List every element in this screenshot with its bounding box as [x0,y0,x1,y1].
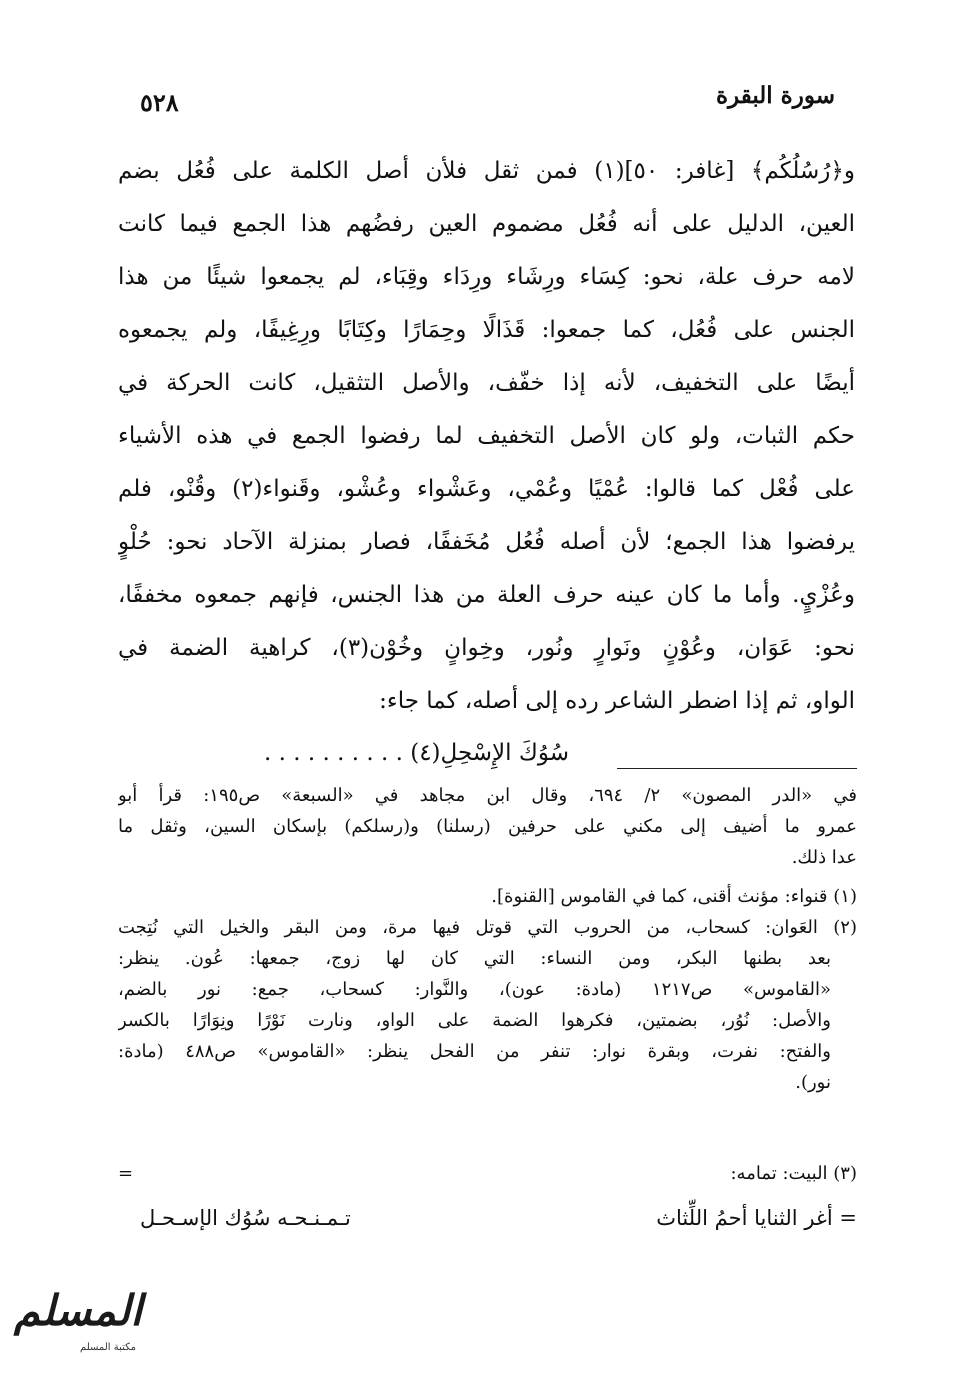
note-3 [118,1158,857,1190]
footnote-line: عدا ذلك. [791,847,857,868]
note-line: بعد بطنها البكر، ومن النساء: التي كان لها زوج، جمعها: عُون. ينظر: [118,948,831,969]
body-line: الجنس على فُعُل، كما جمعوا: قَذَالًا وحِمَارًا وكِتَابًا ورِغِيفًا، ولم يجمعوه [118,317,855,343]
note-number: (١) [833,886,857,907]
footnote-separator [617,768,857,769]
poem-hemistich-2: تـمـنـحـه سُوُك الإسـحـل [140,1206,351,1230]
body-line: العين، الدليل على أنه فُعُل مضموم العين رفضُهم هذا الجمع فيما كانت [118,211,855,237]
body-line: على فُعْل كما قالوا: عُمْيًا وعُمْي، وعَشْواء وعُشْو، وقَنواء(٢) وقُنْو، فلم [118,476,855,502]
verse-quote: سُوُكَ الإِسْحِلِ(٤) . . . . . . . . . . [263,740,569,766]
continuation-mark: = [118,1163,134,1184]
surah-title: سورة البقرة [715,82,835,109]
body-line: أيضًا على التخفيف، لأنه إذا خفّف، والأصل التثقيل، كانت الحركة في [118,370,855,396]
logo-calligraphy: المسلم [13,1286,142,1335]
spacer [118,873,857,881]
page-number: ٥٢٨ [140,88,179,117]
page-header [140,82,835,122]
body-line: وعُزْيٍ. وأما ما كان عينه حرف العلة من هذا الجنس، فإنهم جمعوه مخففًا، [118,582,855,608]
note-number: (٢) [833,917,857,938]
body-line: الواو، ثم إذا اضطر الشاعر رده إلى أصله، كما جاء: [379,688,855,714]
body-line: نحو: عَوَان، وعُوْنٍ ونَوارٍ ونُور، وخِوانٍ وخُوْن(٣)، كراهية الضمة في [118,635,855,661]
body-line: حكم الثبات، ولو كان الأصل التخفيف لما رفضوا الجمع في هذه الأشياء [118,423,855,449]
body-line: يرفضوا هذا الجمع؛ لأن أصله فُعُل مُخَففًا، فصار بمنزلة الآحاد نحو: حُلْوٍ [118,529,855,555]
body-line: و﴿رُسُلُكُم﴾ [غافر: ٥٠](١) فمن ثقل فلأن أصل الكلمة على فُعُل بضم [118,158,855,184]
footnote-line: في «الدر المصون» ٢/ ٦٩٤، وقال ابن مجاهد في «السبعة» ص١٩٥: قرأ أبو [118,785,857,806]
note-text: قنواء: مؤنث أقنى، كما في القاموس [القنوة]. [491,886,828,907]
library-logo [12,1286,142,1364]
main-text [118,145,855,778]
body-line: لامه حرف علة، نحو: كِسَاء ورِشَاء ورِدَاء وقِبَاء، لم يجمعوا شيئًا من هذا [118,264,855,290]
note-1 [118,881,857,912]
poem-hemistich-1: = أغر الثنايا أحمُ اللِّثاث [656,1206,857,1230]
note-3-text: (٣) البيت: تمامه: [730,1163,857,1184]
note-line: والفتح: نفرت، وبقرة نوار: تنفر من الفحل ينظر: «القاموس» ص٤٨٨ (مادة: [118,1041,831,1062]
note-line: والأصل: نُوُر، بضمتين، فكرهوا الضمة على الواو، ونارت نَوْرًا ونِوَارًا بالكسر [118,1010,831,1031]
note-text: العَوان: كسحاب، من الحروب التي قوتل فيها مرة، ومن البقر والخيل التي نُتِجت [118,917,818,938]
note-line: «القاموس» ص١٢١٧ (مادة: عون)، والنَّوار: كسحاب، جمع: نور بالضم، [118,979,831,1000]
footnote-line: عمرو ما أضيف إلى مكني على حرفين (رسلنا) و(رسلكم) بإسكان السين، وثقل ما [118,816,857,837]
note-2 [118,912,857,943]
note-line: نور). [795,1072,831,1093]
logo-subtitle: مكتبة المسلم [80,1342,136,1353]
poem-verse [140,1198,857,1238]
footnotes [118,780,857,1098]
